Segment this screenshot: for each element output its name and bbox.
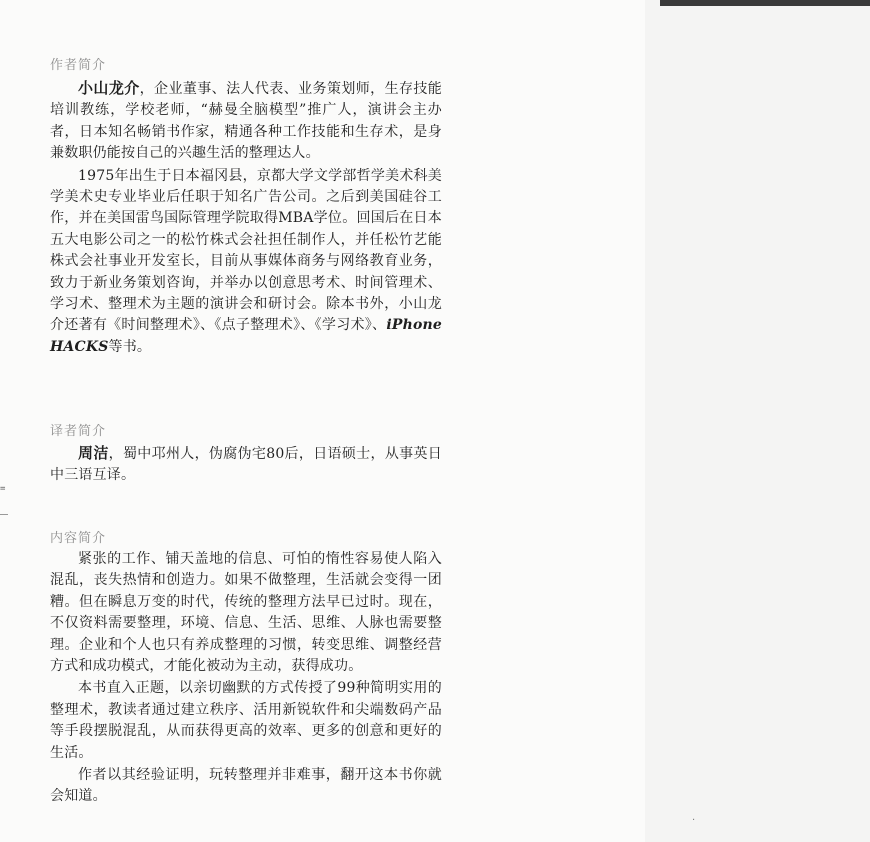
author-bio-text: ，企业董事、法人代表、业务策划师，生存技能培训教练，学校老师，“赫曼全脑模型”推广人，演讲会主办者，日本知名畅销书作家，精通各种工作技能和生存术，是身兼数职仍能按自己的兴趣生活的整理达人。: [50, 81, 442, 162]
author-bio-paragraph-1: [50, 78, 442, 165]
author-name: 小山龙介: [78, 79, 140, 97]
margin-mark: =: [0, 484, 6, 494]
margin-line: [0, 514, 8, 515]
scan-top-rule: [660, 0, 870, 6]
content-summary: [50, 549, 442, 808]
translator-section-title: 译者简介: [50, 424, 107, 439]
translator-name: 周洁: [78, 444, 109, 462]
translator-bio: [50, 443, 442, 487]
content-paragraph-1: 紧张的工作、铺天盖地的信息、可怕的惰性容易使人陷入混乱，丧失热情和创造力。如果不做整理，生活就会变得一团糟。但在瞬息万变的时代，传统的整理方法早已过时。现在，不仅资料需要整理，环境、信息、生活、思维、人脉也需要整理。企业和个人也只有养成整理的习惯，转变思维、调整经营方式和成功模式，才能化被动为主动，获得成功。: [50, 551, 442, 675]
author-bio: [50, 78, 442, 358]
scan-speck: .: [692, 812, 696, 823]
author-bio-end: 等书。: [108, 338, 152, 355]
content-paragraph-2: 本书直入正题，以亲切幽默的方式传授了99种简明实用的整理术，教读者通过建立秩序、活用新锐软件和尖端数码产品等手段摆脱混乱，从而获得更高的效率、更多的创意和更好的生活。: [50, 680, 442, 761]
author-book-title: iPhone HACKS: [50, 317, 442, 355]
author-bio-paragraph-2: [50, 166, 442, 359]
translator-bio-text: ，蜀中邛州人，伪腐伪宅80后，日语硕士，从事英日中三语互译。: [50, 446, 442, 484]
author-section-title: 作者简介: [50, 58, 107, 73]
translator-bio-paragraph: [50, 443, 442, 487]
page-edge-shade: [645, 0, 870, 842]
content-section-title: 内容简介: [50, 531, 107, 546]
author-bio-text-2: 1975年出生于日本福冈县，京都大学文学部哲学美术科美学美术史专业毕业后任职于知名广告公司。之后到美国硅谷工作，并在美国雷鸟国际管理学院取得MBA学位。回国后在日本五大电影公司之一的松竹株式会社担任制作人，并任松竹艺能株式会社事业开发室长，目前从事媒体商务与网络教育业务，致力于新业务策划咨询，并举办以创意思考术、时间管理术、学习术、整理术为主题的演讲会和研讨会。除本书外，小山龙介还著有《时间整理术》、《点子整理术》、《学习术》、: [50, 167, 442, 334]
content-paragraph-3: 作者以其经验证明，玩转整理并非难事，翻开这本书你就会知道。: [50, 767, 442, 805]
